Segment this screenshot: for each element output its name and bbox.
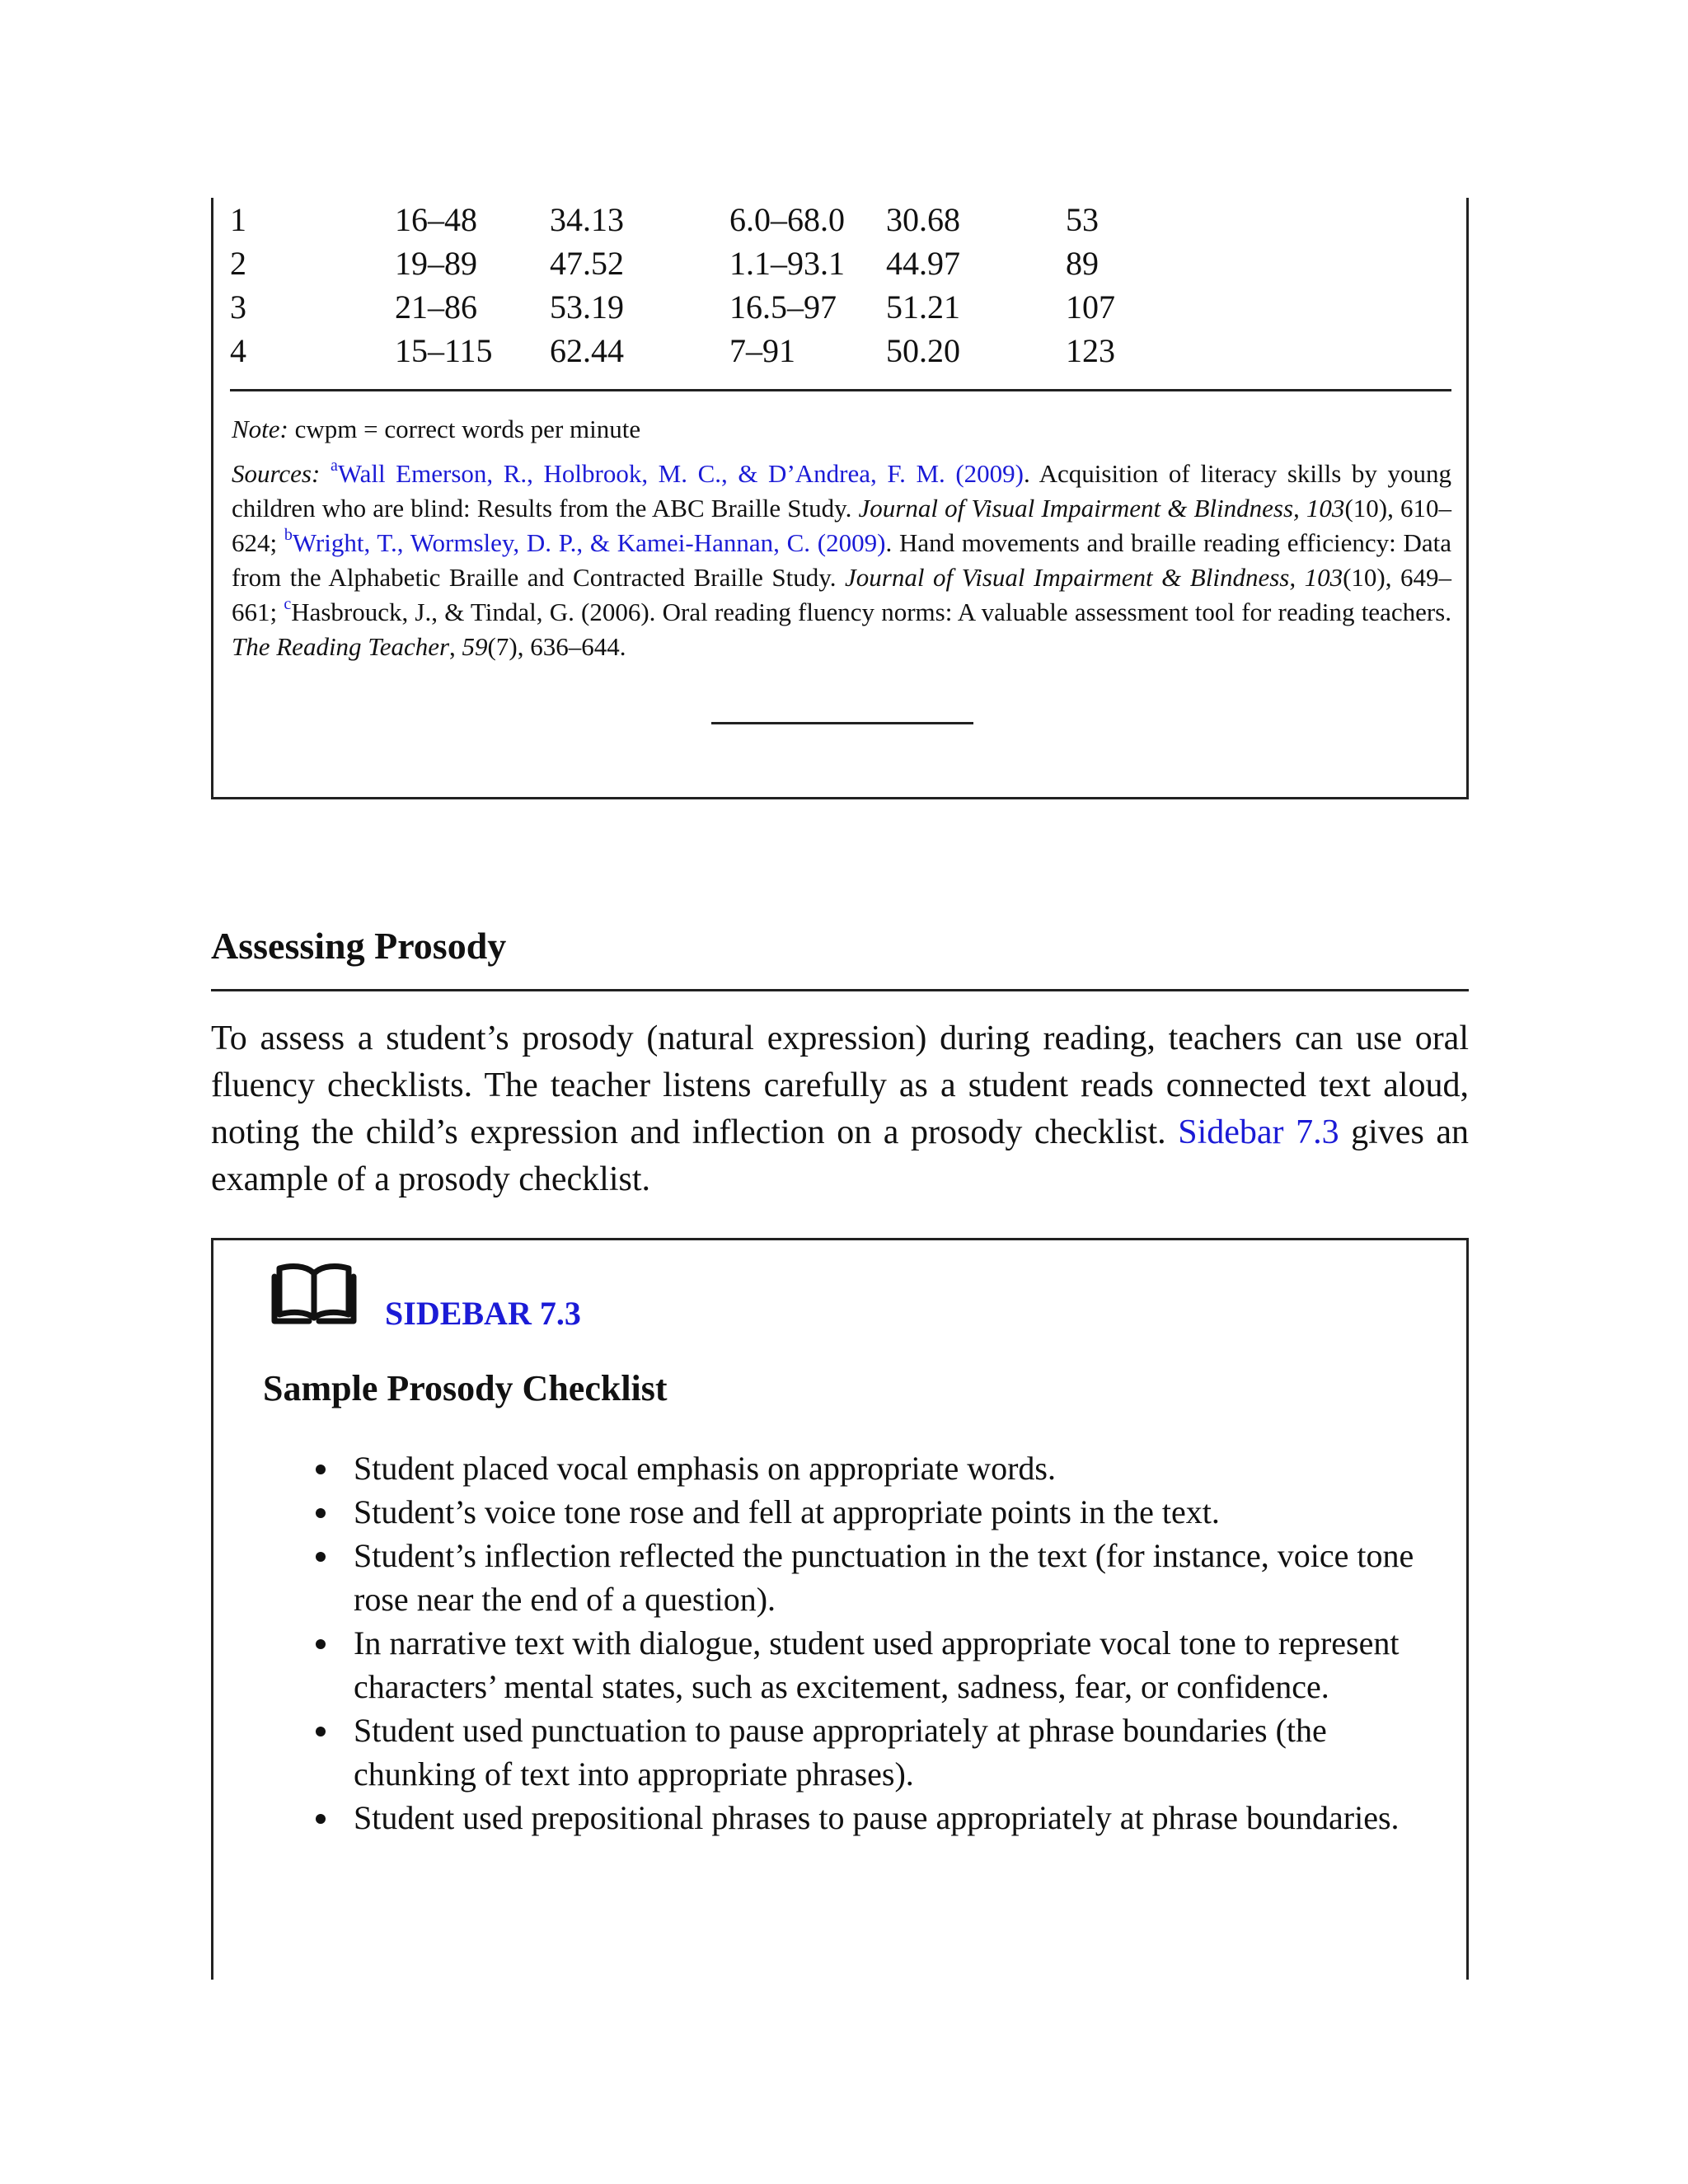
table-cell: 3 bbox=[230, 288, 246, 326]
table-cell: 51.21 bbox=[886, 288, 960, 326]
table-sources bbox=[232, 457, 1451, 664]
list-item: Student’s inflection reflected the punctuation in the text (for instance, voice tone rose near the end of a question). bbox=[312, 1534, 1417, 1621]
table-cell: 1 bbox=[230, 201, 246, 238]
table-row bbox=[230, 198, 1450, 241]
table-note bbox=[232, 412, 1451, 447]
source-text: (7), 636–644. bbox=[487, 632, 626, 661]
footnote-marker-a: a bbox=[330, 457, 338, 475]
paragraph-text: To assess a student’s prosody (natural expression) during reading, teachers can use oral fluency checklists. The teacher listens carefully as a student reads connected text aloud, noting the child’s expression and inflection on a prosody checklist. bbox=[211, 1019, 1469, 1151]
table-cell: 19–89 bbox=[395, 245, 477, 282]
journal-title: The Reading Teacher bbox=[232, 632, 450, 661]
table-cell: 6.0–68.0 bbox=[729, 201, 845, 238]
source-text: (10), 610–624; bbox=[232, 494, 1451, 557]
sidebar-box bbox=[211, 1238, 1469, 1980]
table-row bbox=[230, 285, 1450, 329]
table-cell: 1.1–93.1 bbox=[729, 245, 845, 282]
heading-rule bbox=[211, 989, 1469, 991]
table-cell: 21–86 bbox=[395, 288, 477, 326]
table-cell: 16–48 bbox=[395, 201, 477, 238]
table-cell: 44.97 bbox=[886, 245, 960, 282]
table-row bbox=[230, 329, 1450, 373]
source-text: . Acquisition of literacy skills by young children who are blind: Results from the ABC Braille Study. bbox=[232, 459, 1452, 523]
paragraph-text: gives an example of a prosody checklist. bbox=[211, 1113, 1469, 1198]
table-bottom-rule bbox=[230, 389, 1451, 391]
table-cell: 2 bbox=[230, 245, 246, 282]
source-link-b[interactable]: Wright, T., Wormsley, D. P., & Kamei-Hannan, C. (2009) bbox=[292, 528, 886, 557]
data-table bbox=[230, 198, 1450, 373]
source-text: Hasbrouck, J., & Tindal, G. (2006). Oral reading fluency norms: A valuable assessment tool for reading teachers. bbox=[291, 598, 1451, 626]
table-cell: 7–91 bbox=[729, 332, 795, 369]
list-item: Student placed vocal emphasis on appropriate words. bbox=[312, 1446, 1417, 1490]
table-cell: 4 bbox=[230, 332, 246, 369]
source-text: (10), 649–661; bbox=[232, 563, 1451, 626]
list-item: Student used prepositional phrases to pause appropriately at phrase boundaries. bbox=[312, 1796, 1417, 1840]
table-cell: 53.19 bbox=[550, 288, 624, 326]
sidebar-label: SIDEBAR 7.3 bbox=[385, 1295, 581, 1332]
table-cell: 50.20 bbox=[886, 332, 960, 369]
table-box bbox=[211, 198, 1469, 799]
sidebar-title: Sample Prosody Checklist bbox=[263, 1368, 668, 1408]
prosody-checklist bbox=[312, 1446, 1417, 1840]
footnote-marker-c: c bbox=[284, 595, 292, 613]
table-row bbox=[230, 241, 1450, 285]
section-heading: Assessing Prosody bbox=[211, 925, 507, 967]
sidebar-link[interactable]: Sidebar 7.3 bbox=[1178, 1113, 1339, 1151]
sources-label: Sources: bbox=[232, 459, 321, 488]
table-cell: 89 bbox=[1066, 245, 1099, 282]
list-item: Student used punctuation to pause appropriately at phrase boundaries (the chunking of text into appropriate phrases). bbox=[312, 1708, 1417, 1796]
journal-volume: 59 bbox=[462, 632, 488, 661]
table-cell: 62.44 bbox=[550, 332, 624, 369]
table-cell: 16.5–97 bbox=[729, 288, 837, 326]
table-cell: 30.68 bbox=[886, 201, 960, 238]
list-item: Student’s voice tone rose and fell at appropriate points in the text. bbox=[312, 1490, 1417, 1534]
journal-title: Journal of Visual Impairment & Blindness, 103 bbox=[845, 563, 1343, 592]
body-paragraph bbox=[211, 1015, 1469, 1203]
open-book-icon bbox=[271, 1260, 357, 1326]
table-cell: 107 bbox=[1066, 288, 1115, 326]
journal-title: Journal of Visual Impairment & Blindness, 103 bbox=[858, 494, 1345, 523]
table-cell: 53 bbox=[1066, 201, 1099, 238]
source-text: , bbox=[449, 632, 462, 661]
note-text: cwpm = correct words per minute bbox=[288, 415, 641, 443]
table-notes bbox=[232, 412, 1451, 664]
table-cell: 47.52 bbox=[550, 245, 624, 282]
table-cell: 15–115 bbox=[395, 332, 493, 369]
source-text: . Hand movements and braille reading efficiency: Data from the Alphabetic Braille and Contracted Braille Study. bbox=[232, 528, 1451, 592]
table-cell: 34.13 bbox=[550, 201, 624, 238]
source-link-a[interactable]: Wall Emerson, R., Holbrook, M. C., & D’Andrea, F. M. (2009) bbox=[337, 459, 1025, 488]
note-label: Note: bbox=[232, 415, 288, 443]
footnote-marker-b: b bbox=[284, 526, 293, 544]
list-item: In narrative text with dialogue, student used appropriate vocal tone to represent characters’ mental states, such as excitement, sadness, fear, or confidence. bbox=[312, 1621, 1417, 1708]
table-end-rule bbox=[711, 722, 973, 724]
table-cell: 123 bbox=[1066, 332, 1115, 369]
